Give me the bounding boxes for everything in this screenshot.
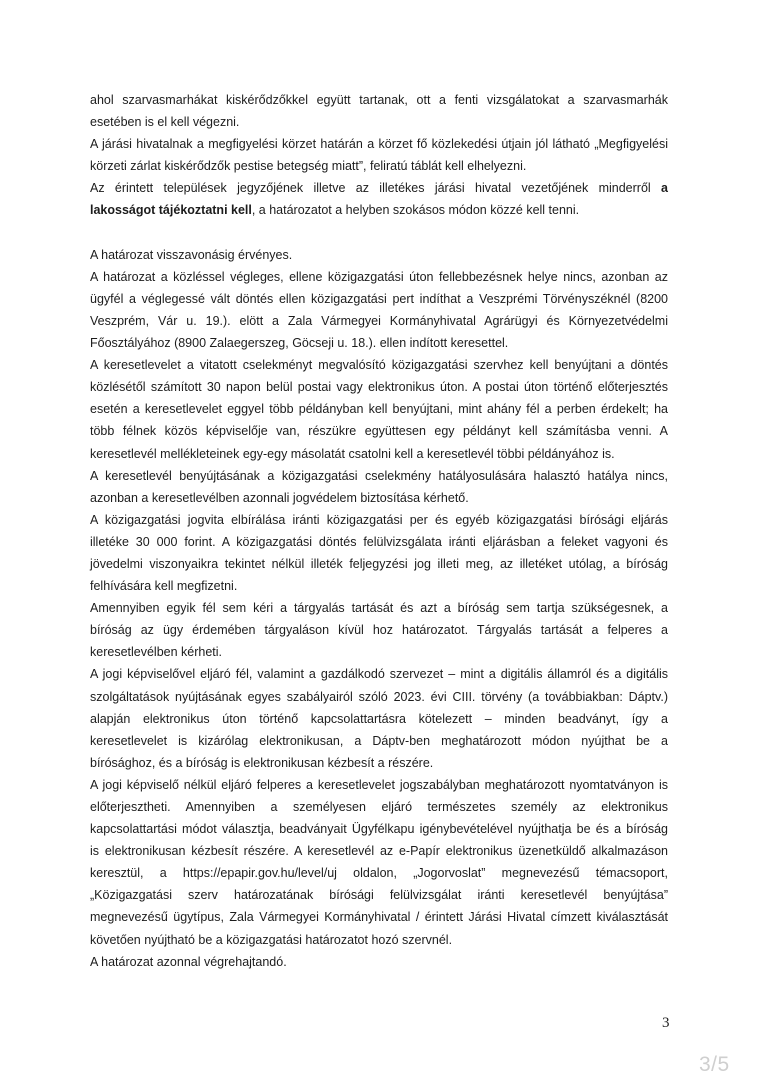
paragraph — [90, 663, 668, 773]
text-line: keresetlevelet is kizárólag elektronikusan, a Dáptv-ben meghatározott módon nyújthat be a — [90, 733, 668, 748]
text-line: megnevezésű ügytípus, Zala Vármegyei Kormányhivatal / érintett Járási Hivatal címzett kiválasztását — [90, 910, 668, 925]
page-indicator: 3/5 — [699, 1053, 730, 1076]
text-line: több félnek közös képviselője van, részükre együttesen egy példányt kell számításba venni. A — [90, 424, 668, 439]
text-line: A határozat a közléssel végleges, ellene közigazgatási úton fellebbezésnek helye nincs, azonban az — [90, 269, 668, 284]
text-line: közlésétől számított 30 napon belül postai vagy elektronikus úton. A postai úton történő előterjesztés — [90, 380, 668, 395]
text-line: A járási hivatalnak a megfigyelési körzet határán a körzet fő közlekedési útjain jól látható „Megfigyelési — [90, 137, 668, 152]
text-line: kapcsolattartási módot választja, beadványait Ügyfélkapu igénybevételével nyújthatja be és a bíróság — [90, 822, 668, 837]
text-line: körzeti zárlat kiskérődzők pestise betegség miatt”, feliratú táblát kell elhelyezni. — [90, 159, 527, 174]
paragraph — [90, 597, 668, 663]
text-line: bírósághoz, és a bíróság is elektronikusan kézbesít a részére. — [90, 755, 434, 770]
text-line — [90, 177, 668, 199]
text-line: azonban a keresetlevélben azonnali jogvédelem biztosítása kérhető. — [90, 490, 469, 505]
paragraph — [90, 465, 668, 509]
text-line: ahol szarvasmarhákat kiskérődzőkkel együtt tartanak, ott a fenti vizsgálatokat a szarvasmarhák — [90, 93, 668, 107]
paragraph — [90, 774, 668, 951]
text-line: A jogi képviselő nélkül eljáró felperes a keresetlevelet jogszabályban meghatározott nyomtatványon is — [90, 777, 668, 792]
blank-line — [90, 222, 668, 244]
text-line: előterjesztheti. Amennyiben a személyesen eljáró természetes személy az elektronikus — [90, 800, 668, 814]
text-line: keresetlevél mellékleteinek egy-egy másolatát csatolni kell a keresetlevél többi példányához is. — [90, 446, 615, 461]
text-line — [90, 199, 668, 221]
text-line: követően nyújtható be a közigazgatási határozatot hozó szervnél. — [90, 932, 453, 947]
paragraph — [90, 951, 668, 973]
paragraph — [90, 244, 668, 266]
text-line: keresztül, a https://epapir.gov.hu/level/uj oldalon, „Jogorvoslat” megnevezésű témacsoport, — [90, 866, 668, 881]
text-run: Az érintett települések jegyzőjének illetve az illetékes járási hivatal vezetőjének minderről — [90, 181, 651, 196]
text-line: A jogi képviselővel eljáró fél, valamint a gazdálkodó szervezet – mint a digitális államról és a digitális — [90, 667, 668, 682]
text-run: , a határozatot a helyben szokásos módon közzé kell tenni. — [251, 203, 580, 218]
text-line: esetében is el kell végezni. — [90, 115, 240, 130]
text-line: A határozat azonnal végrehajtandó. — [90, 954, 287, 969]
text-line: keresetlevélben kérheti. — [90, 645, 223, 660]
text-line: Főosztályához (8900 Zalaegerszeg, Göcseji u. 18.). ellen indított keresettel. — [90, 336, 509, 351]
bold-text-run: lakosságot tájékoztatni kell — [90, 203, 252, 218]
paragraph — [90, 133, 668, 177]
text-line: esetén a keresetlevelet eggyel több példányban kell benyújtani, mint ahány fél a perben érdekelt; ha — [90, 402, 668, 417]
text-line: Amennyiben egyik fél sem kéri a tárgyalás tartását és azt a bíróság sem tartja szükségesnek, a — [90, 601, 668, 616]
text-line: is elektronikusan kézbesít részére. A keresetlevél az e-Papír elektronikus üzenetküldő alkalmazáson — [90, 844, 668, 859]
page-number: 3 — [662, 1015, 670, 1031]
document-body — [90, 89, 668, 973]
text-line: A határozat visszavonásig érvényes. — [90, 247, 293, 262]
text-line: szolgáltatások nyújtásának egyes szabályairól szóló 2023. évi CIII. törvény (a továbbiakban: Dáptv.) — [90, 689, 668, 704]
text-line: „Közigazgatási szerv határozatának bírósági felülvizsgálat iránti keresetlevél benyújtása” — [90, 888, 668, 903]
text-line: A keresetlevél benyújtásának a közigazgatási cselekmény hatályosulására halasztó hatálya nincs, — [90, 468, 668, 483]
text-line: felhívására kell megfizetni. — [90, 579, 238, 594]
text-line: bíróság az ügy érdemében tárgyaláson kívül hoz határozatot. Tárgyalás tartását a felperes a — [90, 623, 668, 638]
text-line: alapján elektronikus úton történő kapcsolattartásra kötelezett – minden beadványt, így a — [90, 711, 668, 726]
paragraph — [90, 177, 668, 221]
text-line: illetéke 30 000 forint. A közigazgatási döntés felülvizsgálata iránti eljárásban a feleket vagyoni és — [90, 534, 668, 549]
paragraph — [90, 266, 668, 354]
bold-text-run: a — [661, 181, 668, 196]
paragraph — [90, 89, 668, 133]
paragraph — [90, 354, 668, 464]
text-line: A közigazgatási jogvita elbírálása iránti közigazgatási per és egyéb közigazgatási bírósági eljárás — [90, 512, 668, 527]
text-line: Veszprém, Vár u. 19.). elött a Zala Vármegyei Kormányhivatal Agrárügyi és Környezetvédelmi — [90, 313, 668, 328]
text-line: jövedelmi viszonyaikra tekintet nélkül illeték feljegyzési jog illeti meg, az illetéket utólag, a bíróság — [90, 556, 668, 571]
text-line: ügyfél a véglegessé vált döntés ellen közigazgatási pert indíthat a Veszprémi Törvényszéknél (8200 — [90, 291, 668, 306]
text-line: A keresetlevelet a vitatott cselekményt megvalósító közigazgatási szervhez kell benyújtani a döntés — [90, 358, 668, 373]
paragraph — [90, 509, 668, 597]
